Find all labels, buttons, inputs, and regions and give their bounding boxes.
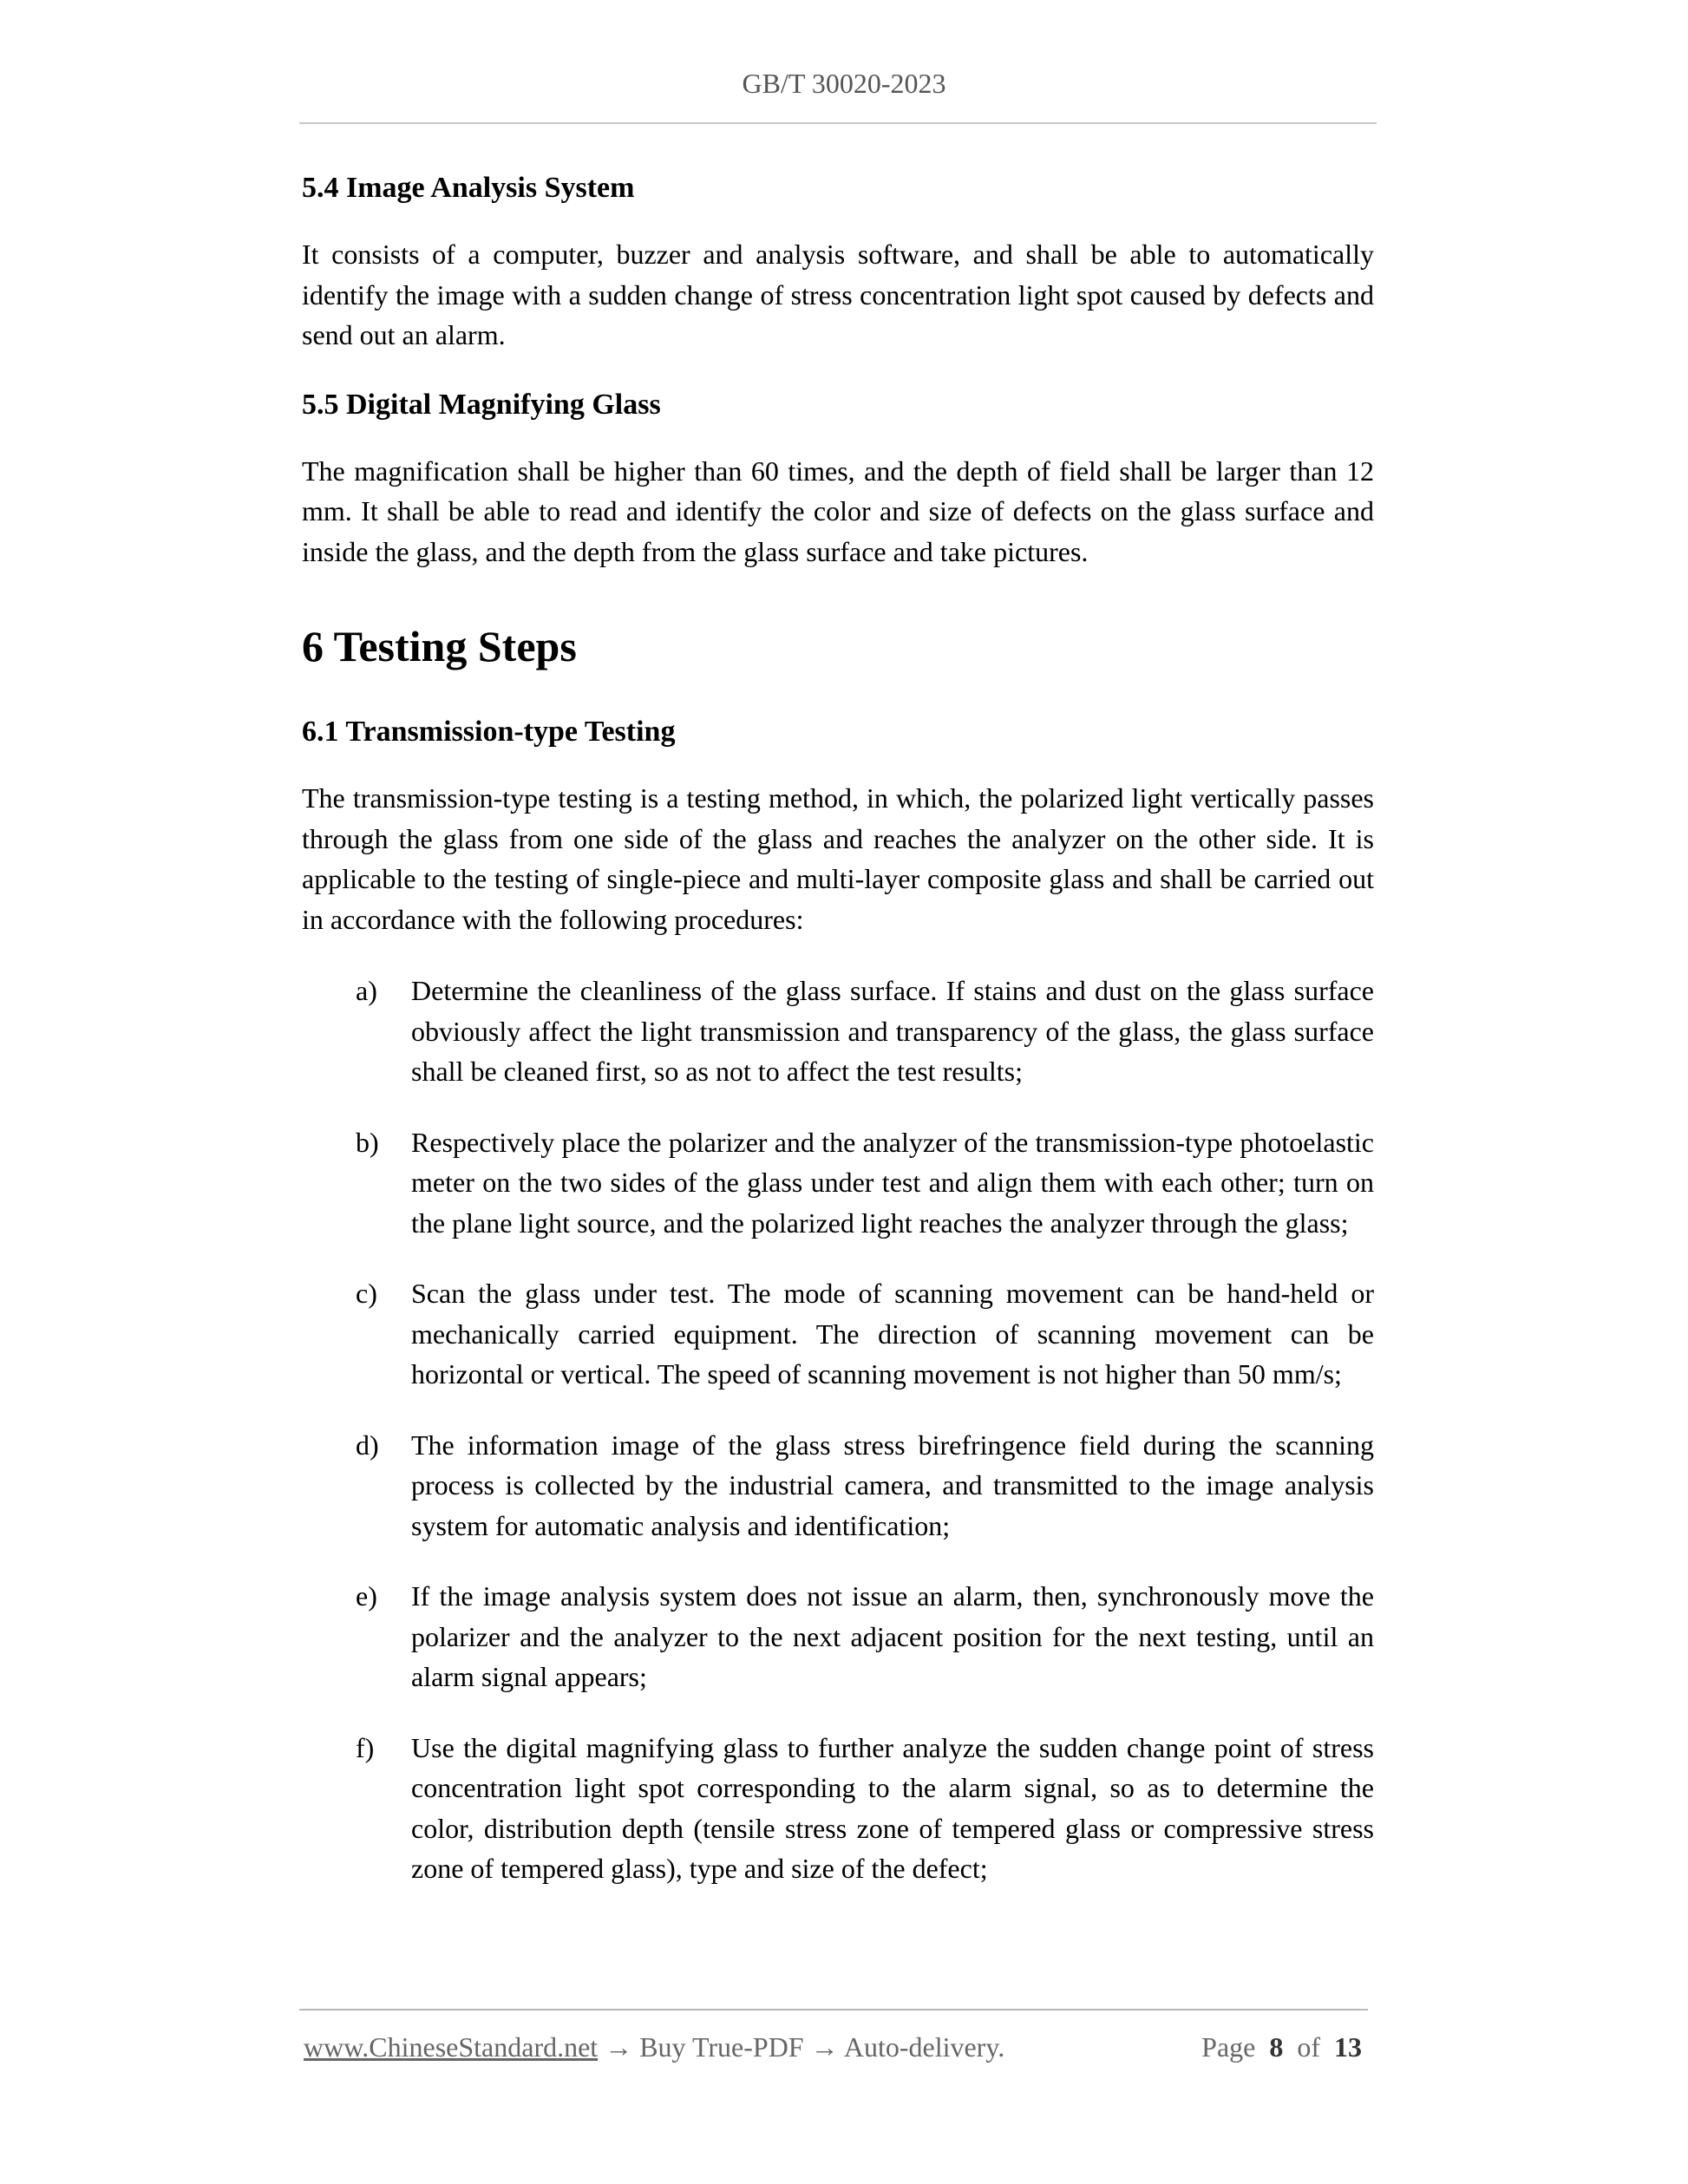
- list-item: [302, 971, 1374, 1092]
- list-item-label: e): [356, 1580, 377, 1612]
- page-indicator: [1201, 2028, 1362, 2066]
- page-total: 13: [1334, 2031, 1362, 2063]
- section-heading-5-4: 5.4 Image Analysis System: [302, 172, 635, 204]
- list-item-text: Scan the glass under test. The mode of scanning movement can be hand-held or mechanically carried equipment. The direction of scanning movement can be horizontal or vertical. The speed of scanning movement is not higher than 50 mm/s;: [411, 1278, 1374, 1390]
- site-link[interactable]: www.ChineseStandard.net: [304, 2031, 599, 2063]
- list-item: [302, 1122, 1374, 1244]
- page-of: of: [1297, 2031, 1320, 2063]
- page-word: Page: [1201, 2031, 1256, 2063]
- section-body-6-1: The transmission-type testing is a testing method, in which, the polarized light vertically passes through the glass from one side of the glass and reaches the analyzer on the other side. It is applicable to the testing of single-piece and multi-layer composite glass and shall be carried out in accordance with the following procedures:: [302, 782, 1374, 935]
- list-item-label: c): [356, 1278, 377, 1309]
- page-footer: [304, 2028, 1371, 2066]
- list-item-text: The information image of the glass stress birefringence field during the scanning process is collected by the industrial camera, and transmitted to the image analysis system for automatic analysis and identification;: [411, 1429, 1374, 1541]
- footer-divider: [299, 2009, 1368, 2011]
- list-item: [302, 1425, 1374, 1546]
- list-item: [302, 1273, 1374, 1395]
- procedure-list: [302, 971, 1374, 1889]
- running-header: GB/T 30020-2023: [742, 68, 946, 99]
- list-item-text: Respectively place the polarizer and the analyzer of the transmission-type photoelastic meter on the two sides of the glass under test and align them with each other; turn on the plane light source, and the polarized light reaches the analyzer through the glass;: [411, 1126, 1374, 1239]
- list-item-label: a): [356, 975, 377, 1006]
- list-item-label: b): [356, 1126, 379, 1158]
- list-item: [302, 1576, 1374, 1697]
- list-item-text: Determine the cleanliness of the glass surface. If stains and dust on the glass surface obviously affect the light transmission and transparency of the glass, the glass surface shall be cleaned first, so as not to affect the test results;: [411, 975, 1374, 1087]
- page-content: [302, 170, 1374, 1919]
- section-heading-5-5: 5.5 Digital Magnifying Glass: [302, 388, 661, 421]
- section-body-5-4: It consists of a computer, buzzer and analysis software, and shall be able to automatically identify the image with a sudden change of stress concentration light spot caused by defects and send out an alarm.: [302, 239, 1374, 350]
- list-item-text: Use the digital magnifying glass to further analyze the sudden change point of stress concentration light spot corresponding to the alarm signal, so as to determine the color, distribution depth (tensile stress zone of tempered glass or compressive stress zone of tempered glass), type and size of the defect;: [411, 1731, 1374, 1884]
- list-item: [302, 1728, 1374, 1889]
- chapter-heading-6: 6 Testing Steps: [302, 622, 577, 670]
- footer-tagline: → Buy True-PDF → Auto-delivery.: [598, 2031, 1005, 2063]
- header-divider: [299, 122, 1377, 124]
- page-current: 8: [1269, 2031, 1284, 2063]
- section-heading-6-1: 6.1 Transmission-type Testing: [302, 716, 676, 748]
- section-body-5-5: The magnification shall be higher than 60 times, and the depth of field shall be larger than 12 mm. It shall be able to read and identify the color and size of defects on the glass surface and inside the glass, and the depth from the glass surface and take pictures.: [302, 454, 1374, 567]
- list-item-label: d): [356, 1429, 379, 1461]
- list-item-text: If the image analysis system does not issue an alarm, then, synchronously move the polarizer and the analyzer to the next adjacent position for the next testing, until an alarm signal appears;: [411, 1580, 1374, 1692]
- list-item-label: f): [356, 1731, 375, 1763]
